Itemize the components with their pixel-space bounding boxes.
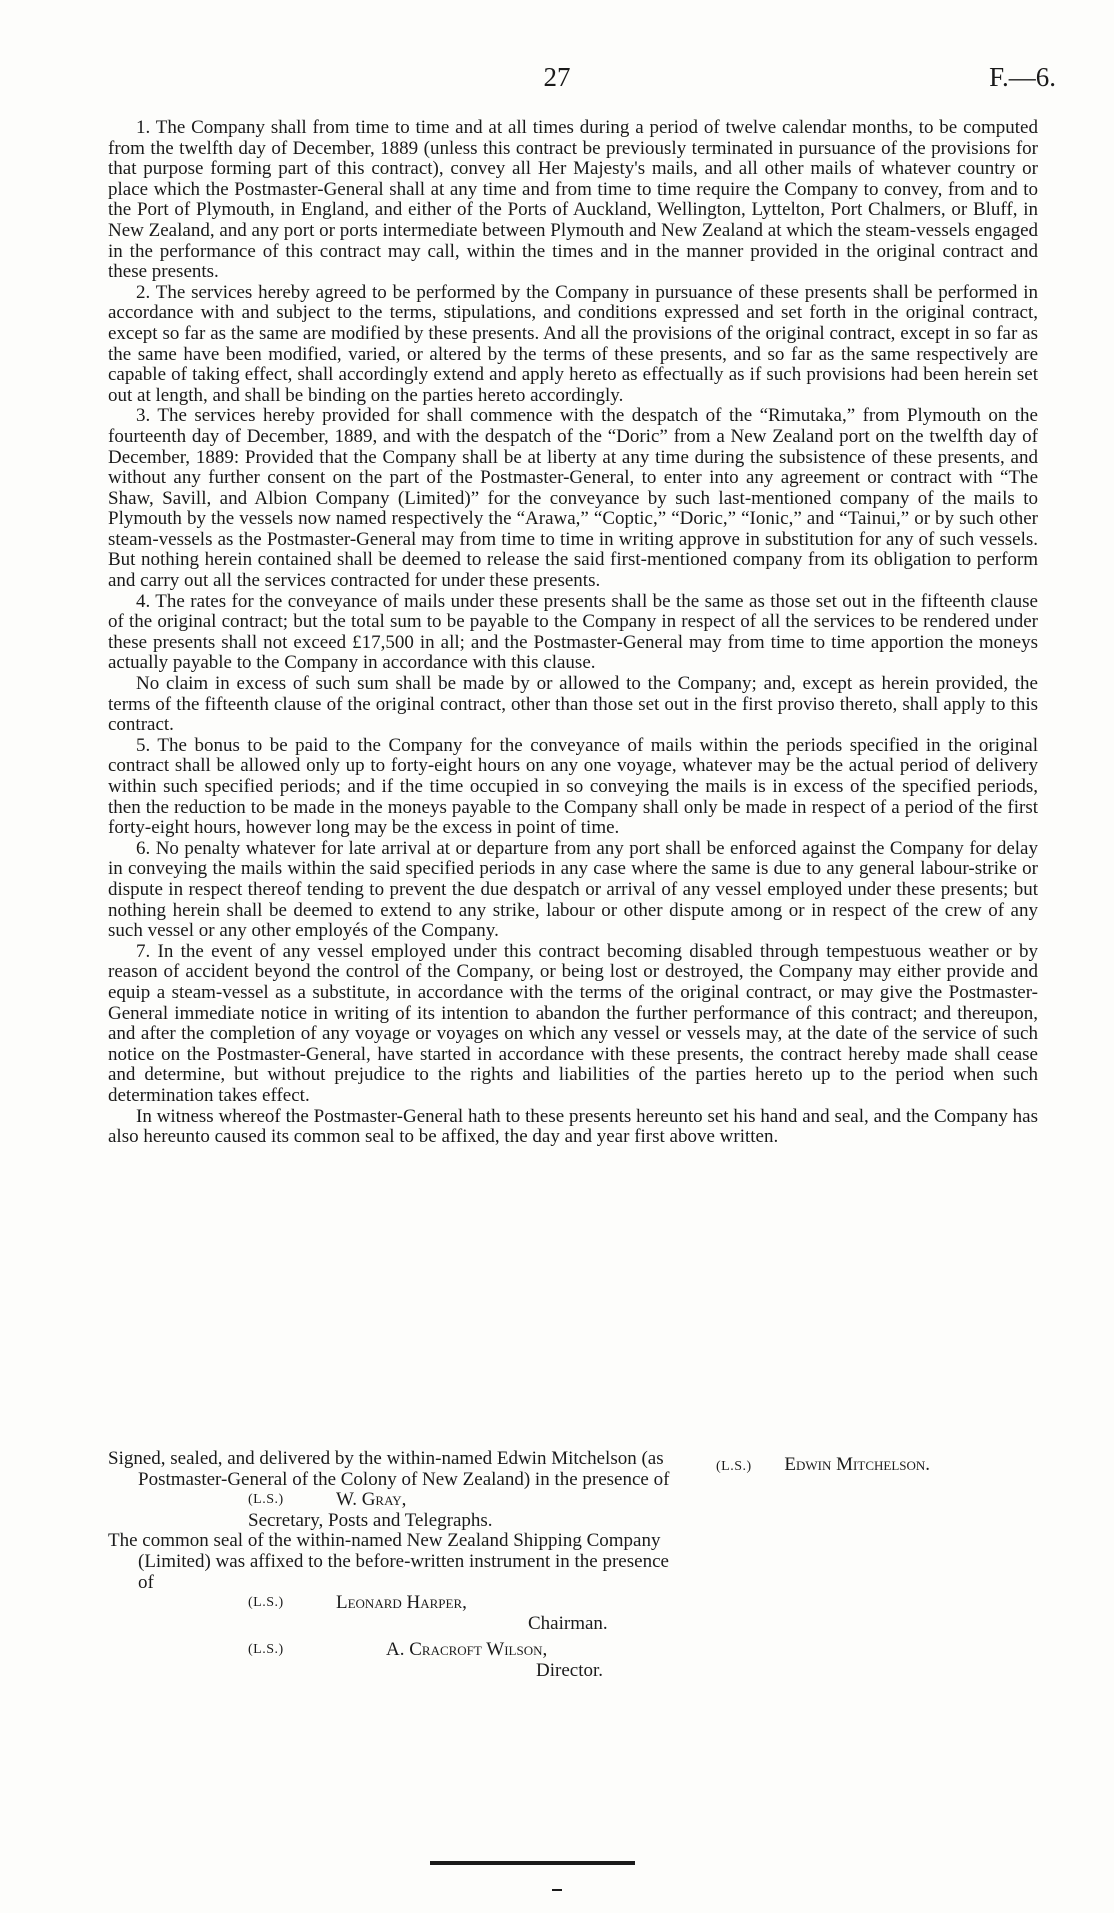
postmaster-signature: Edwin Mitchelson. [784, 1454, 931, 1475]
clause-5: 5. The bonus to be paid to the Company for the conveyance of mails within the periods specified in the original contract shall be allowed only up to forty-eight hours on any one voyage, whatever may be the actual period of delivery within such specified periods; and if the time occupied in so conveying the mails is in excess of the specified periods, then the reduction to be made in the moneys payable to the Company shall only be made in respect of a period of the first forty-eight hours, however long may be the excess in point of time. [108, 734, 1038, 839]
clause-6: 6. No penalty whatever for late arrival at or departure from any port shall be enforced against the Company for delay in conveying the mails within the said specified periods in any case where the same is due to any general labour-strike or dispute in respect thereof tending to prevent the due despatch or arrival of any vessel employed under these presents; but nothing herein shall be deemed to extend to any strike, labour or other dispute among or in respect of the crew of any such vessel or any other employés of the Company. [108, 837, 1038, 942]
witness-clause: In witness whereof the Postmaster-General hath to these presents hereunto set his hand and seal, and the Company has also hereunto caused its common seal to be affixed, the day and year first above written. [108, 1105, 1038, 1148]
common-seal-statement: The common seal of the within-named New Zealand Shipping Company (Limited) was affixed to the before-written instrument in the presence of [108, 1530, 669, 1593]
signed-sealed-statement: Signed, sealed, and delivered by the within-named Edwin Mitchelson (as Postmaster-General of the Colony of New Zealand) in the presence of [108, 1448, 670, 1490]
closing-mark [552, 1889, 562, 1891]
signature-block [108, 1449, 1038, 1682]
clause-3: 3. The services hereby provided for shall commence with the despatch of the “Rimutaka,” from Plymouth on the fourteenth day of December, 1889, and with the despatch of the “Doric” from a New Zealand port on the twelfth day of December, 1889: Provided that the Company shall be at liberty at any time during the subsistence of these presents, and without any further consent on the part of the Postmaster-General, to enter into any agreement or contract with “The Shaw, Savill, and Albion Company (Limited)” for the conveyance by such last-mentioned company of the mails to Plymouth by the vessels now named respectively the “Arawa,” “Coptic,” “Doric,” “Ionic,” and “Tainui,” or by such other steam-vessels as the Postmaster-General may from time to time in writing approve in substitution for any of such vessels. But nothing herein contained shall be deemed to release the said first-mentioned company from its obligation to perform and carry out all the services contracted for under these presents. [108, 405, 1038, 592]
clause-1: 1. The Company shall from time to time and at all times during a period of twelve calendar months, to be computed from the twelfth day of December, 1889 (unless this contract be previously terminated in pursuance of the provisions for that purpose forming part of this contract), convey all Her Majesty's mails, and all other mails of whatever country or place which the Postmaster-General shall at any time and from time to time require the Company to convey, from and to the Port of Plymouth, in England, and either of the Ports of Auckland, Wellington, Lyttelton, Port Chalmers, or Bluff, in New Zealand, and any port or ports intermediate between Plymouth and New Zealand at which the steam-vessels engaged in the performance of this contract may call, within the times and in the manner provided in the original contract and these presents. [108, 117, 1038, 283]
clause-4: 4. The rates for the conveyance of mails under these presents shall be the same as those set out in the fifteenth clause of the original contract; but the total sum to be payable to the Company in respect of all the services to be rendered under these presents shall not exceed £17,500 in all; and the Postmaster-General may from time to time apportion the moneys actually payable to the Company in accordance with this clause. [108, 590, 1038, 674]
seal-mark: (L.S.) [248, 1595, 284, 1611]
witness-signature: W. Gray, [336, 1489, 407, 1511]
clause-7: 7. In the event of any vessel employed under this contract becoming disabled through tempestuous weather or by reason of accident beyond the control of the Company, or being lost or destroyed, the Company may either provide and equip a steam-vessel as a substitute, in accordance with the terms of the original contract, or may give the Postmaster-General immediate notice in writing of its intention to abandon the further performance of this contract; and thereupon, and after the completion of any voyage or voyages on which any vessel or vessels may, at the date of the service of such notice on the Postmaster-General, have started in accordance with these presents, the contract hereby made shall cease and determine, but without prejudice to the rights and liabilities of the parties hereto up to the period when such determination takes effect. [108, 940, 1038, 1106]
seal-mark: (L.S.) [248, 1642, 284, 1658]
witness-title: Secretary, Posts and Telegraphs. [248, 1509, 493, 1531]
chairman-signature: Leonard Harper, [336, 1592, 467, 1614]
clause-2: 2. The services hereby agreed to be performed by the Company in pursuance of these presents shall be performed in accordance with and subject to the terms, stipulations, and conditions expressed and set forth in the original contract, except so far as the same are modified by these presents. And all the provisions of the original contract, except in so far as the same have been modified, varied, or altered by the terms of these presents, and so far as the same respectively are capable of taking effect, shall accordingly extend and apply hereto as effectually as if such provisions had been herein set out at length, and shall be binding on the parties hereto accordingly. [108, 281, 1038, 406]
director-signature: A. Cracroft Wilson, [386, 1639, 548, 1661]
contract-body [108, 118, 1038, 1148]
document-reference: F.—6. [989, 62, 1056, 92]
seal-mark: (L.S.) [716, 1459, 752, 1474]
director-title: Director. [536, 1659, 604, 1681]
closing-rule [430, 1861, 635, 1865]
clause-4-continuation: No claim in excess of such sum shall be made by or allowed to the Company; and, except as herein provided, the terms of the fifteenth clause of the original contract, other than those set out in the first proviso thereto, shall apply to this contract. [108, 673, 1038, 736]
chairman-title: Chairman. [528, 1612, 608, 1634]
seal-mark: (L.S.) [248, 1492, 284, 1508]
page-number: 27 [543, 62, 571, 92]
